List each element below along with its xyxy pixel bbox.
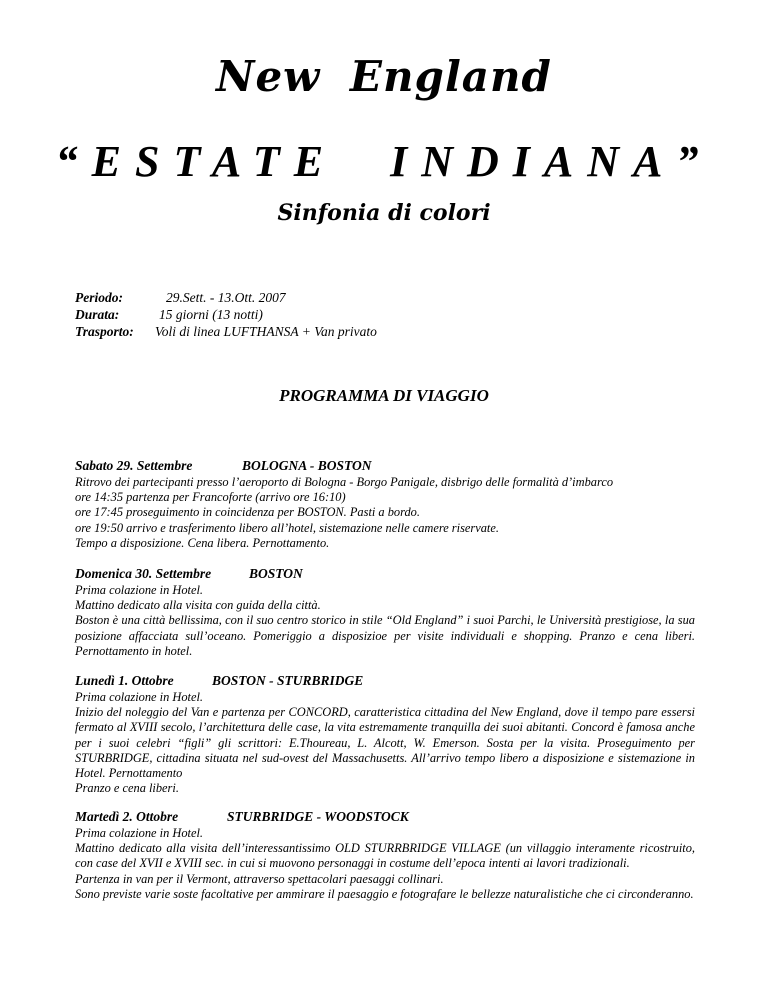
day-heading xyxy=(75,565,695,583)
document-tagline: Sinfonia di colori xyxy=(277,200,491,226)
info-row-trasporto xyxy=(75,323,377,340)
periodo-label: Periodo: xyxy=(75,290,123,305)
day-route: STURBRIDGE - WOODSTOCK xyxy=(227,809,409,824)
day-paragraph: Boston è una città bellissima, con il suo centro storico in stile “Old England” i suoi Parchi, le Università prestigiose, la sua posizione affacciata sull’oceano. Pomeriggio a disposizioe per visite individuali e shopping. Pranzo e cena liberi. Pernottamento in hotel. xyxy=(75,613,695,658)
durata-label: Durata: xyxy=(75,307,120,322)
day-text-line: Mattino dedicato alla visita con guida della città. xyxy=(75,598,321,613)
day-section xyxy=(75,808,695,902)
info-row-durata xyxy=(75,306,377,323)
document-title: New England xyxy=(216,52,552,101)
day-date: Martedì 2. Ottobre xyxy=(75,809,179,824)
day-date: Domenica 30. Settembre xyxy=(75,566,212,581)
day-paragraph: Inizio del noleggio del Van e partenza per CONCORD, caratteristica cittadina del New England, dove il tempo pare essersi fermato al XVIII secolo, l’architettura delle case, la vita estremamente tranquilla dei suoi abitanti. Concord è famosa anche per i suoi celebri “figli” gli scrittori: E.Thoureau, L. Alcott, W. Emerson. Sosta per la visita. Proseguimento per STURBRIDGE, cittadina situata nel sud-ovest del Massachusetts. All’arrivo tempo libero a disposizione e sistemazione in Hotel. Pernottamento xyxy=(75,705,695,781)
day-paragraph: Mattino dedicato alla visita dell’interessantissimo OLD STURRBRIDGE VILLAGE (un villaggio interamente ricostruito, con case del XVII e XVIII sec. in cui si muovono personaggi in costume dell’epoca intenti ai lavori tradizionali. xyxy=(75,841,695,871)
trasporto-label: Trasporto: xyxy=(75,324,134,339)
day-text-line: Prima colazione in Hotel. xyxy=(75,826,204,840)
trip-info xyxy=(75,289,377,340)
trasporto-value: Voli di linea LUFTHANSA + Van privato xyxy=(155,324,377,339)
day-text-line: Tempo a disposizione. Cena libera. Pernottamento. xyxy=(75,535,330,550)
day-date: Lunedì 1. Ottobre xyxy=(75,673,174,688)
day-route: BOSTON xyxy=(249,566,303,581)
info-row-periodo xyxy=(75,289,377,306)
periodo-value: 29.Sett. - 13.Ott. 2007 xyxy=(166,290,286,305)
day-text-line: ore 19:50 arrivo e trasferimento libero all’hotel, sistemazione nelle camere riservate. xyxy=(75,520,499,535)
day-section xyxy=(75,565,695,659)
document-subtitle: “ESTATE INDIANA” xyxy=(55,137,713,186)
day-text-line: Prima colazione in Hotel. xyxy=(75,583,204,597)
day-section xyxy=(75,672,695,796)
day-date: Sabato 29. Settembre xyxy=(75,458,193,473)
day-text-line: Partenza in van per il Vermont, attraverso spettacolari paesaggi collinari. xyxy=(75,871,444,886)
day-route: BOLOGNA - BOSTON xyxy=(242,458,372,473)
day-heading xyxy=(75,457,695,475)
day-heading xyxy=(75,808,695,826)
durata-value: 15 giorni (13 notti) xyxy=(159,307,263,322)
day-heading xyxy=(75,672,695,690)
day-paragraph: Sono previste varie soste facoltative per ammirare il paesaggio e fotografare le bellezze naturalistiche che ci circonderanno. xyxy=(75,886,694,901)
day-section xyxy=(75,457,695,551)
program-heading: PROGRAMMA DI VIAGGIO xyxy=(279,386,489,405)
day-route: BOSTON - STURBRIDGE xyxy=(212,673,364,688)
day-text-line: Pranzo e cena liberi. xyxy=(75,781,179,796)
day-text-line: ore 14:35 partenza per Francoforte (arrivo ore 16:10) xyxy=(75,490,346,505)
day-text-line: ore 17:45 proseguimento in coincidenza per BOSTON. Pasti a bordo. xyxy=(75,505,420,520)
day-text-line: Ritrovo dei partecipanti presso l’aeroporto di Bologna - Borgo Panigale, disbrigo delle formalità d’imbarco xyxy=(75,475,614,489)
day-text-line: Prima colazione in Hotel. xyxy=(75,690,204,704)
